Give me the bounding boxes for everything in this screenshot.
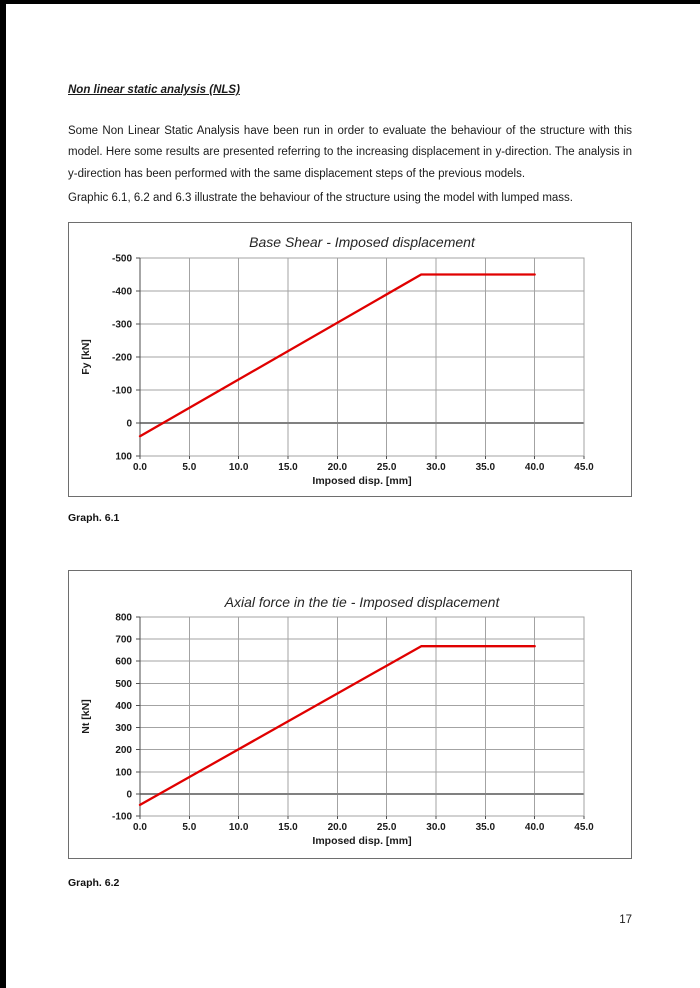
x-tick-label: 10.0 <box>228 462 249 473</box>
x-tick-label: 5.0 <box>182 822 197 833</box>
y-tick-label: 500 <box>115 678 132 690</box>
x-tick-label: 25.0 <box>376 462 397 473</box>
x-tick-label: 40.0 <box>524 822 545 833</box>
page-border-top <box>0 0 700 4</box>
x-axis-title: Imposed disp. [mm] <box>312 475 412 487</box>
y-axis-title: Fy [kN] <box>80 339 92 375</box>
x-tick-label: 0.0 <box>133 462 147 473</box>
x-tick-label: 0.0 <box>133 822 147 833</box>
body-paragraph-2: Graphic 6.1, 6.2 and 6.3 illustrate the behaviour of the structure using the model with lumped mass. <box>68 191 574 204</box>
x-tick-label: 45.0 <box>574 462 594 473</box>
x-tick-label: 35.0 <box>475 822 496 833</box>
y-tick-label: -100 <box>111 811 132 823</box>
x-axis-title: Imposed disp. [mm] <box>312 835 412 847</box>
base-shear-chart-frame <box>68 222 632 497</box>
x-tick-label: 20.0 <box>327 462 348 473</box>
page-border-left <box>0 0 6 988</box>
x-tick-label: 40.0 <box>524 462 545 473</box>
x-tick-label: 20.0 <box>327 822 348 833</box>
chart-title: Base Shear - Imposed displacement <box>249 234 475 250</box>
chart-caption-6-2: Graph. 6.2 <box>68 877 120 889</box>
base-shear-chart <box>69 223 631 496</box>
page-number: 17 <box>619 914 632 926</box>
y-tick-label: -400 <box>111 286 132 298</box>
y-tick-label: 100 <box>115 767 132 779</box>
chart-caption-6-1: Graph. 6.1 <box>68 512 120 524</box>
y-tick-label: -200 <box>111 352 132 364</box>
y-tick-label: 200 <box>115 745 132 757</box>
axial-force-chart-frame <box>68 570 632 859</box>
y-tick-label: -500 <box>111 253 132 265</box>
y-tick-label: 300 <box>115 723 132 735</box>
y-tick-label: 0 <box>126 418 132 430</box>
chart-title: Axial force in the tie - Imposed displacement <box>224 594 500 610</box>
y-tick-label: 800 <box>115 612 132 624</box>
axial-force-chart <box>69 571 631 858</box>
y-tick-label: 400 <box>115 700 132 712</box>
x-tick-label: 30.0 <box>426 462 446 473</box>
y-axis-title: Nt [kN] <box>80 699 92 734</box>
y-tick-label: 700 <box>115 634 132 646</box>
y-tick-label: 0 <box>126 789 132 801</box>
y-tick-label: 100 <box>115 451 132 463</box>
x-tick-label: 5.0 <box>182 462 197 473</box>
x-tick-label: 25.0 <box>376 822 397 833</box>
y-tick-label: 600 <box>115 656 132 668</box>
x-tick-label: 10.0 <box>228 822 249 833</box>
y-tick-label: -100 <box>111 385 132 397</box>
x-tick-label: 15.0 <box>278 462 298 473</box>
body-paragraph-1: Some Non Linear Static Analysis have been run in order to evaluate the behaviour of the structure with this model. Here some results are presented referring to the increasing displacement in y-direction. The analysis in y-direction has been performed with the same displacement steps of the previous models. <box>68 124 632 180</box>
x-tick-label: 45.0 <box>574 822 594 833</box>
x-tick-label: 15.0 <box>278 822 298 833</box>
y-tick-label: -300 <box>111 319 132 331</box>
x-tick-label: 30.0 <box>426 822 446 833</box>
x-tick-label: 35.0 <box>475 462 496 473</box>
section-heading: Non linear static analysis (NLS) <box>68 84 240 96</box>
